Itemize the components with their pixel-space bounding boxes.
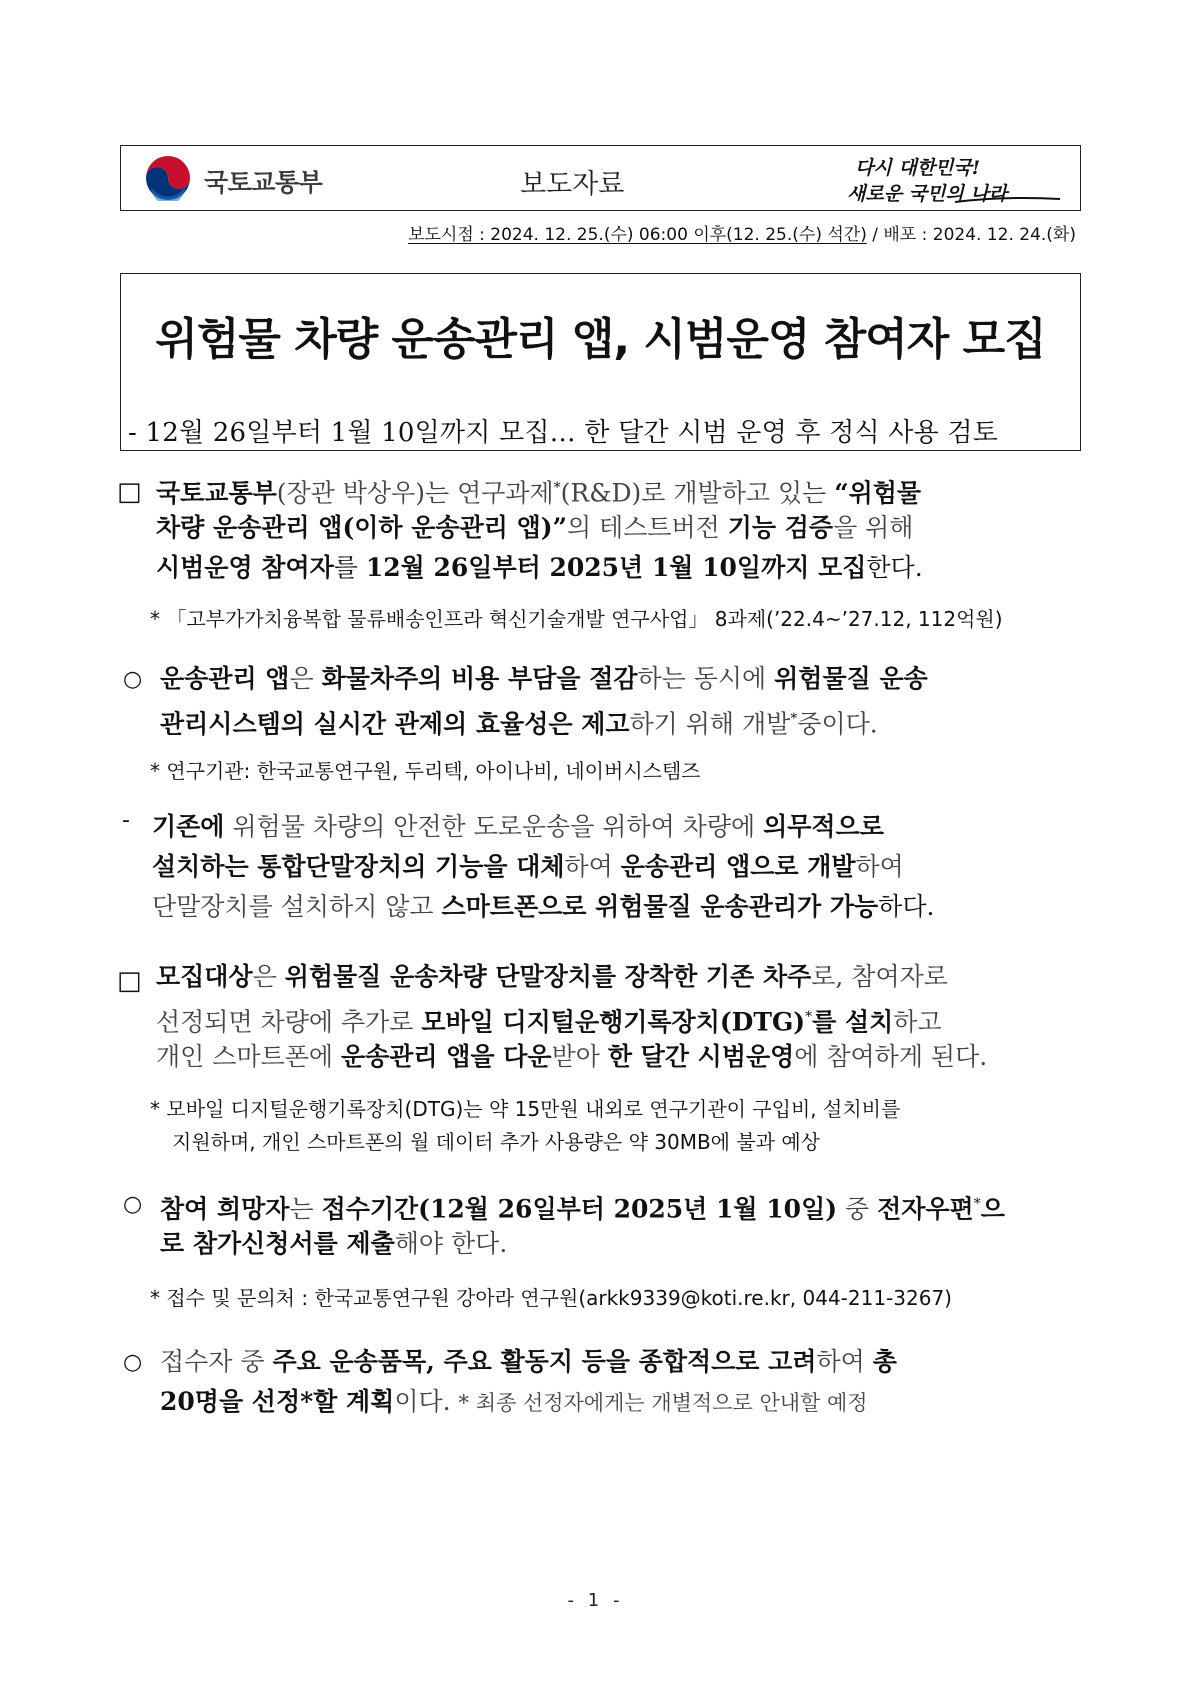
p1-line-1: 국토교통부(장관 박상우)는 연구과제*(R&D)로 개발하고 있는 “위험물	[156, 478, 922, 508]
p3-line-2: 설치하는 통합단말장치의 기능을 대체하여 운송관리 앱으로 개발하여	[152, 852, 904, 881]
p2-footnote: * 연구기관: 한국교통연구원, 두리텍, 아이나비, 네이버시스템즈	[150, 759, 701, 783]
circle-bullet: ○	[123, 1192, 143, 1217]
p6-line-2: 20명을 선정*할 계획이다. * 최종 선정자에게는 개별적으로 안내할 예정	[160, 1387, 868, 1416]
p4-line-2: 선정되면 차량에 추가로 모바일 디지털운행기록장치(DTG)*를 설치하고	[156, 1007, 942, 1037]
slogan-calligraphy	[845, 152, 1070, 207]
p1-line-2: 차량 운송관리 앱(이하 운송관리 앱)”의 테스트버전 기능 검증을 위해	[156, 513, 914, 542]
page-number: - 1 -	[567, 1590, 624, 1611]
dash-bullet: -	[122, 808, 130, 833]
p4-footnote-line-1: * 모바일 디지털운행기록장치(DTG)는 약 15만원 내외로 연구기관이 구입비, 설치비를	[150, 1097, 901, 1121]
p4-footnote-line-2: 지원하며, 개인 스마트폰의 월 데이터 추가 사용량은 약 30MB에 불과 예상	[172, 1130, 820, 1154]
p1-footnote: * 「고부가가치융복합 물류배송인프라 혁신기술개발 연구사업」 8과제(’22.4~’27.12, 112억원)	[150, 607, 1003, 631]
p4-line-1: 모집대상은 위험물질 운송차량 단말장치를 장착한 기존 차주로, 참여자로	[156, 962, 948, 991]
slogan-line-2: 새로운 국민의 나라	[847, 183, 1008, 205]
slogan-line-1: 다시 대한민국!	[855, 157, 981, 179]
p6-line-1: 접수자 중 주요 운송품목, 주요 활동지 등을 종합적으로 고려하여 총	[160, 1347, 897, 1376]
square-bullet: □	[117, 477, 142, 507]
p5-footnote: * 접수 및 문의처 : 한국교통연구원 강아라 연구원(arkk9339@koti.re.kr, 044-211-3267)	[150, 1286, 952, 1310]
p5-line-1: 참여 희망자는 접수기간(12월 26일부터 2025년 1월 10일) 중 전자우편*으	[160, 1194, 1005, 1224]
page-title: 위험물 차량 운송관리 앱, 시범운영 참여자 모집	[155, 314, 1046, 365]
p2-line-1: 운송관리 앱은 화물차주의 비용 부담을 절감하는 동시에 위험물질 운송	[160, 664, 928, 693]
press-release-label: 보도자료	[520, 169, 625, 200]
government-emblem-icon	[145, 155, 191, 201]
circle-bullet: ○	[123, 1350, 143, 1375]
release-embargo: 보도시점 : 2024. 12. 25.(수) 06:00 이후(12. 25.(수) 석간)	[408, 225, 867, 245]
p3-line-1: 기존에 위험물 차량의 안전한 도로운송을 위하여 차량에 의무적으로	[152, 812, 884, 841]
circle-bullet: ○	[123, 667, 143, 692]
p1-line-3: 시범운영 참여자를 12월 26일부터 2025년 1월 10일까지 모집한다.	[156, 553, 923, 582]
ministry-logo-text: 국토교통부	[204, 168, 323, 197]
page-subtitle: - 12월 26일부터 1월 10일까지 모집… 한 달간 시범 운영 후 정식 사용 검토	[128, 418, 999, 448]
release-distribution: / 배포 : 2024. 12. 24.(화)	[866, 225, 1076, 245]
square-bullet: □	[117, 966, 142, 996]
p4-line-3: 개인 스마트폰에 운송관리 앱을 다운받아 한 달간 시범운영에 참여하게 된다.	[156, 1042, 988, 1071]
p5-line-2: 로 참가신청서를 제출해야 한다.	[160, 1229, 508, 1258]
p2-line-2: 관리시스템의 실시간 관제의 효율성은 제고하기 위해 개발*중이다.	[160, 709, 878, 739]
release-info	[408, 220, 1076, 245]
p3-line-3: 단말장치를 설치하지 않고 스마트폰으로 위험물질 운송관리가 가능하다.	[152, 892, 935, 921]
